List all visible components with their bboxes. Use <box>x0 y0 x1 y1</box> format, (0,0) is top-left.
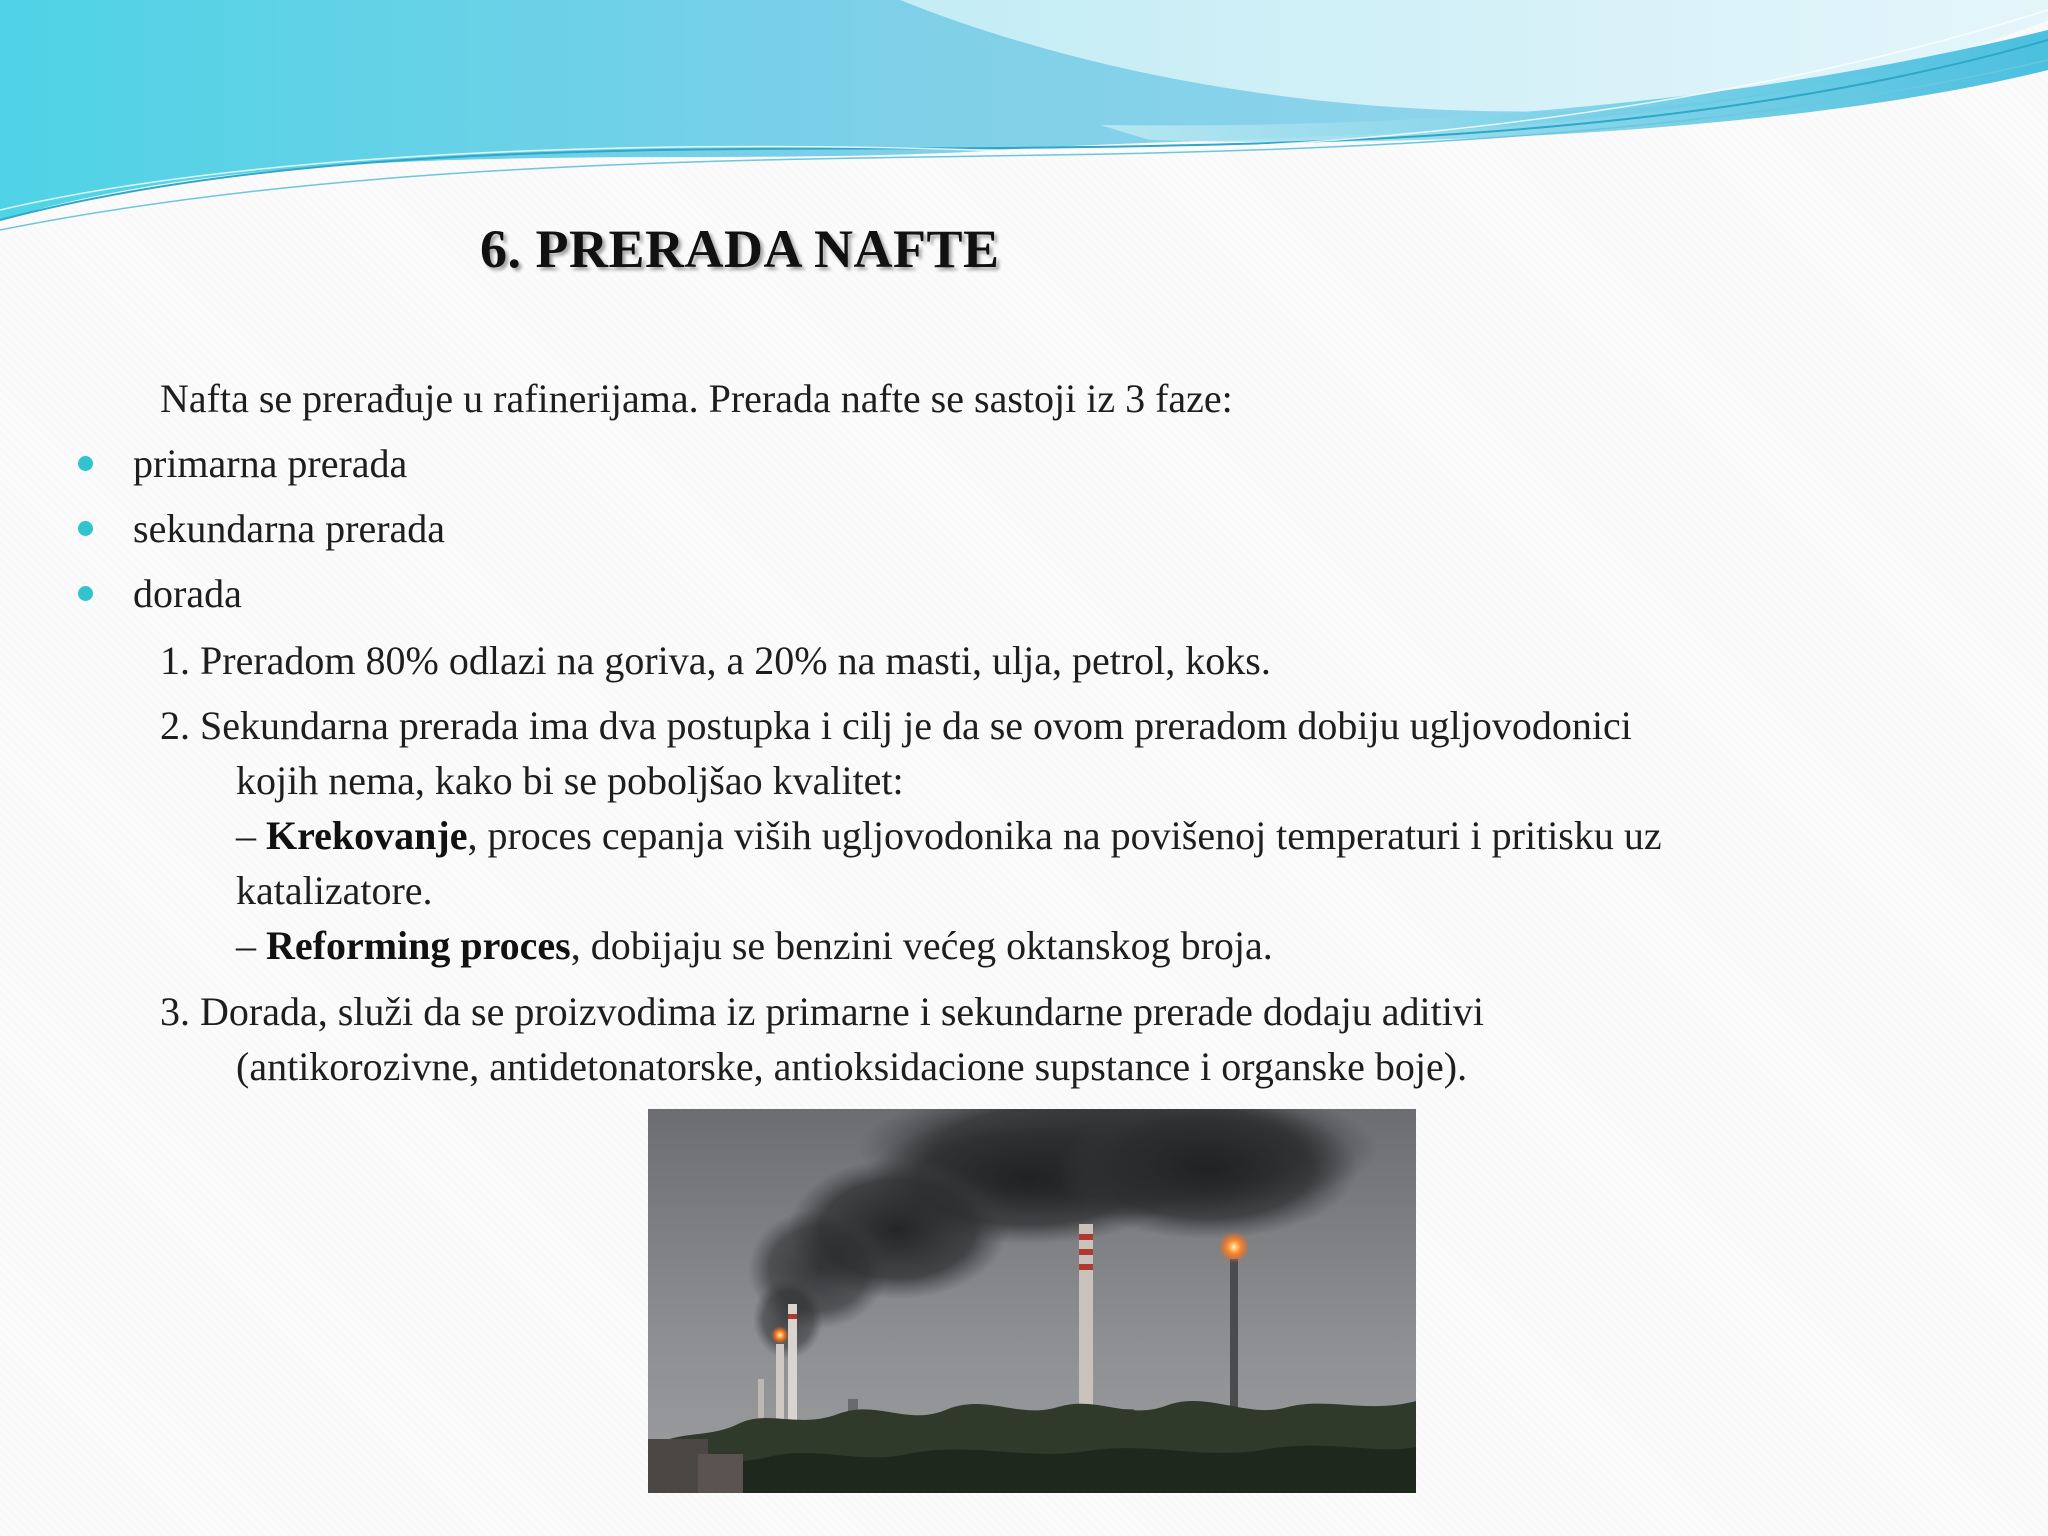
krekovanje-line2: katalizatore. <box>236 868 433 913</box>
dash: – <box>236 813 266 858</box>
bullet-dot-icon <box>78 521 93 536</box>
reforming-term: Reforming proces <box>266 923 571 968</box>
bullet-dot-icon <box>78 456 93 471</box>
intro-text: Nafta se prerađuje u rafinerijama. Prerada nafte se sastoji iz 3 faze: <box>160 376 1233 421</box>
reforming-description: , dobijaju se benzini većeg oktanskog broja. <box>570 923 1273 968</box>
bullet-item-primarna: primarna prerada <box>133 441 408 486</box>
dash: – <box>236 923 266 968</box>
reforming-line <box>236 918 1273 973</box>
numbered-item-2-line1: 2. Sekundarna prerada ima dva postupka i cilj je da se ovom preradom dobiju ugljovodonici <box>160 703 1632 748</box>
numbered-item-3-line1: 3. Dorada, služi da se proizvodima iz primarne i sekundarne prerade dodaju aditivi <box>160 989 1484 1034</box>
numbered-item-2-line2: kojih nema, kako bi se poboljšao kvalitet: <box>236 758 904 803</box>
refinery-smokestacks-photo <box>648 1109 1416 1493</box>
krekovanje-term: Krekovanje <box>266 813 468 858</box>
krekovanje-line <box>236 808 1662 863</box>
numbered-item-1: 1. Preradom 80% odlazi na goriva, a 20% na masti, ulja, petrol, koks. <box>160 638 1271 683</box>
slide-title: 6. PRERADA NAFTE <box>480 219 1000 279</box>
header-wave-decoration <box>0 0 2048 260</box>
bullet-item-sekundarna: sekundarna prerada <box>133 506 446 551</box>
numbered-item-3-line2: (antikorozivne, antidetonatorske, antioksidacione supstance i organske boje). <box>236 1044 1468 1089</box>
krekovanje-description: , proces cepanja viših ugljovodonika na povišenoj temperaturi i pritisku uz <box>467 813 1662 858</box>
bullet-dot-icon <box>78 586 93 601</box>
bullet-item-dorada: dorada <box>133 571 242 616</box>
